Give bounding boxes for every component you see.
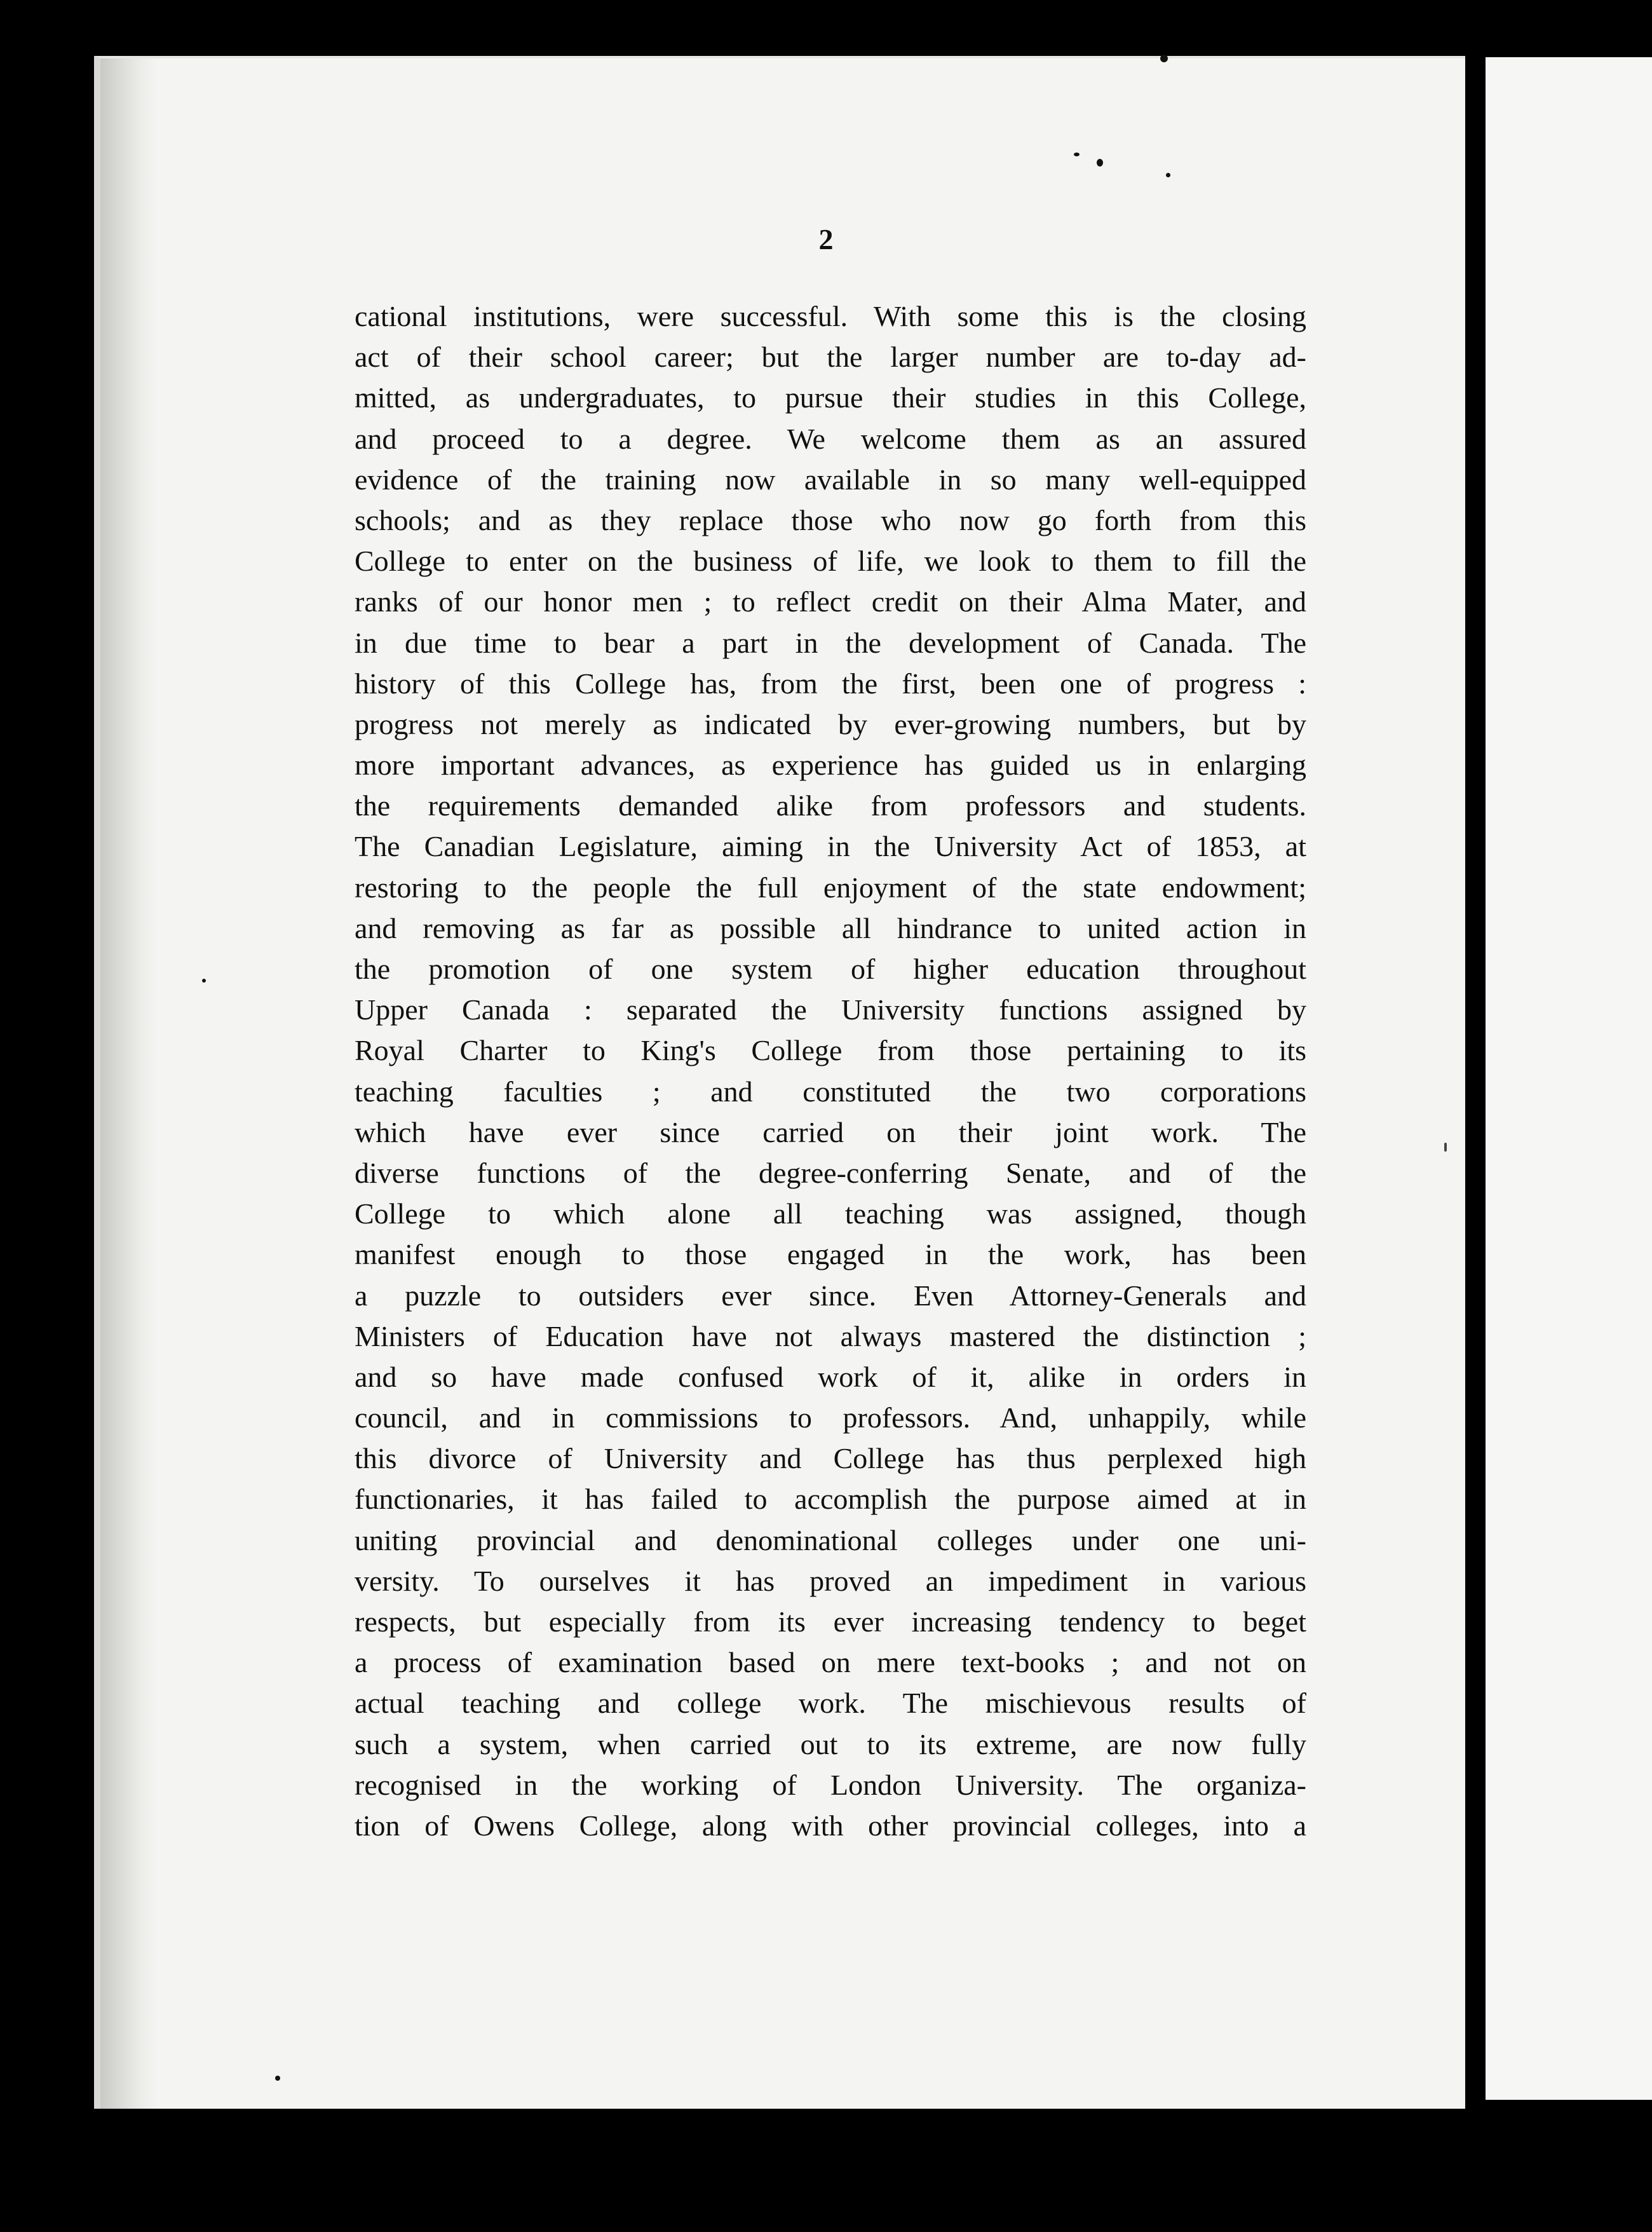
text-line: progress not merely as indicated by ever-growing numbers, but by [355, 707, 1306, 740]
text-line: which have ever since carried on their joint work. The [355, 1115, 1306, 1148]
text-line: in due time to bear a part in the development of Canada. The [355, 626, 1306, 659]
text-line: ranks of our honor men ; to reflect credit on their Alma Mater, and [355, 585, 1306, 618]
scan-speck [1166, 173, 1170, 177]
text-line: manifest enough to those engaged in the work, has been [355, 1238, 1306, 1271]
body-text [355, 296, 1306, 1846]
text-line: mitted, as undergraduates, to pursue their studies in this College, [355, 381, 1306, 414]
scan-speck [202, 979, 206, 983]
text-line: College to enter on the business of life, we look to them to fill the [355, 545, 1306, 578]
scan-speck [1074, 153, 1080, 156]
text-line: and removing as far as possible all hindrance to united action in [355, 911, 1306, 944]
scan-speck [1097, 159, 1103, 167]
page-number: 2 [818, 223, 834, 255]
text-line: Royal Charter to King's College from those pertaining to its [355, 1034, 1306, 1067]
text-line: The Canadian Legislature, aiming in the University Act of 1853, at [355, 830, 1306, 863]
text-line: and proceed to a degree. We welcome them as an assured [355, 422, 1306, 455]
text-line: history of this College has, from the first, been one of progress : [355, 667, 1306, 700]
text-line: act of their school career; but the larger number are to-day ad- [355, 341, 1306, 374]
text-line: uniting provincial and denominational colleges under one uni- [355, 1523, 1306, 1556]
text-line: actual teaching and college work. The mischievous results of [355, 1687, 1306, 1720]
text-line: and so have made confused work of it, alike in orders in [355, 1360, 1306, 1393]
text-line: a puzzle to outsiders ever since. Even Attorney-Generals and [355, 1279, 1306, 1312]
text-line: recognised in the working of London University. The organiza- [355, 1768, 1306, 1801]
text-line: versity. To ourselves it has proved an impediment in various [355, 1564, 1306, 1597]
text-line: cational institutions, were successful. With some this is the closing [355, 300, 1306, 332]
scan-speck [1444, 1143, 1447, 1152]
text-line: the requirements demanded alike from professors and students. [355, 789, 1306, 822]
text-line: College to which alone all teaching was assigned, though [355, 1197, 1306, 1230]
text-line: Ministers of Education have not always mastered the distinction ; [355, 1319, 1306, 1352]
text-line: schools; and as they replace those who now go forth from this [355, 503, 1306, 536]
text-line: restoring to the people the full enjoyment of the state endowment; [355, 871, 1306, 904]
adjacent-page-edge [1486, 57, 1652, 2100]
page-edge-wear [100, 58, 158, 2109]
text-line: tion of Owens College, along with other provincial colleges, into a [355, 1809, 1306, 1842]
text-line: this divorce of University and College has thus perplexed high [355, 1442, 1306, 1475]
text-line: diverse functions of the degree-conferring Senate, and of the [355, 1156, 1306, 1189]
text-line: teaching faculties ; and constituted the two corporations [355, 1075, 1306, 1108]
text-line: functionaries, it has failed to accomplish the purpose aimed at in [355, 1483, 1306, 1516]
text-line: respects, but especially from its ever increasing tendency to beget [355, 1605, 1306, 1638]
text-line: such a system, when carried out to its extreme, are now fully [355, 1727, 1306, 1760]
text-line: the promotion of one system of higher education throughout [355, 953, 1306, 985]
text-line: Upper Canada : separated the University functions assigned by [355, 993, 1306, 1026]
text-line: evidence of the training now available in so many well-equipped [355, 463, 1306, 496]
text-line: a process of examination based on mere text-books ; and not on [355, 1646, 1306, 1679]
scan-speck [1160, 55, 1168, 62]
text-line: council, and in commissions to professors. And, unhappily, while [355, 1401, 1306, 1434]
scan-speck [275, 2076, 280, 2081]
text-line: more important advances, as experience has guided us in enlarging [355, 749, 1306, 782]
